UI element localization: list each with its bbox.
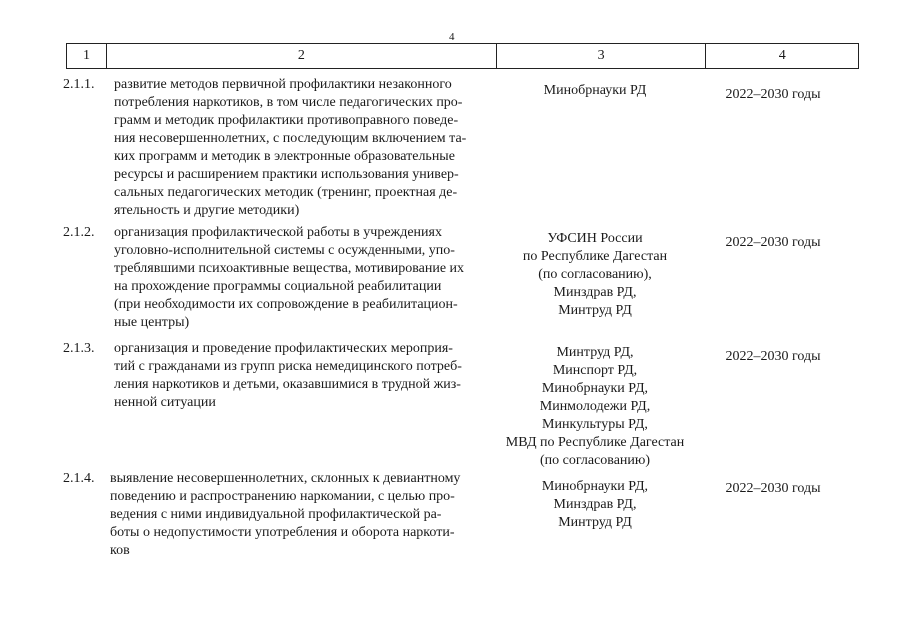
desc-line: поведению и распространению наркомании, с целью про- bbox=[110, 489, 455, 504]
item-executors bbox=[494, 82, 696, 100]
desc-line: ния несовершеннолетних, с последующим включением та- bbox=[114, 131, 467, 146]
executor: Минтруд РД bbox=[558, 303, 632, 318]
desc-line: ков bbox=[110, 543, 130, 558]
desc-line: ления наркотиков и детьми, оказавшимися в трудной жиз- bbox=[114, 377, 461, 392]
desc-line: грамм и методик профилактики противоправного поведе- bbox=[114, 113, 459, 128]
item-number: 2.1.2. bbox=[63, 225, 95, 240]
executor: Минтруд РД, bbox=[556, 345, 634, 360]
executor: Минобрнауки РД, bbox=[541, 381, 649, 396]
desc-line: потребления наркотиков, в том числе педагогических про- bbox=[114, 95, 463, 110]
item-executors bbox=[494, 344, 696, 470]
desc-line: организация профилактической работы в учреждениях bbox=[114, 225, 442, 240]
executor: по Республике Дагестан bbox=[522, 249, 668, 264]
item-term: 2022–2030 годы bbox=[725, 349, 821, 364]
item-description bbox=[114, 340, 488, 412]
executor: Минобрнауки РД bbox=[543, 83, 647, 98]
desc-line: треблявшими психоактивные вещества, мотивирование их bbox=[114, 261, 465, 276]
executor: МВД по Республике Дагестан bbox=[505, 435, 685, 450]
desc-line: организация и проведение профилактических мероприя- bbox=[114, 341, 453, 356]
desc-line: ненной ситуации bbox=[114, 395, 216, 410]
executor: Минздрав РД, bbox=[553, 285, 637, 300]
item-executors bbox=[494, 230, 696, 320]
executor: Минздрав РД, bbox=[553, 497, 637, 512]
item-number: 2.1.1. bbox=[63, 77, 95, 92]
header-col-1: 1 bbox=[67, 44, 107, 68]
executor: Минспорт РД, bbox=[552, 363, 638, 378]
desc-line: ресурсы и расширением практики использования универ- bbox=[114, 167, 459, 182]
item-number: 2.1.3. bbox=[63, 341, 95, 356]
desc-line: выявление несовершеннолетних, склонных к девиантному bbox=[110, 471, 461, 486]
desc-line: ятельность и другие методики) bbox=[114, 203, 300, 218]
executor: Минобрнауки РД, bbox=[541, 479, 649, 494]
desc-line: на прохождение программы социальной реабилитации bbox=[114, 279, 442, 294]
page-number: 4 bbox=[449, 31, 455, 43]
header-col-4: 4 bbox=[778, 48, 786, 63]
item-description bbox=[110, 470, 490, 560]
desc-line: ные центры) bbox=[114, 315, 190, 330]
executor: Минмолодежи РД, bbox=[539, 399, 651, 414]
desc-line: (при необходимости их сопровождение в реабилитацион- bbox=[114, 297, 458, 312]
executor: УФСИН России bbox=[547, 231, 643, 246]
desc-line: ведения с ними индивидуальной профилактической ра- bbox=[110, 507, 442, 522]
table-header bbox=[66, 43, 859, 69]
executor: (по согласованию), bbox=[538, 267, 652, 282]
header-col-3: 3 bbox=[497, 44, 706, 68]
item-term: 2022–2030 годы bbox=[725, 235, 821, 250]
desc-line: развитие методов первичной профилактики незаконного bbox=[114, 77, 452, 92]
executor: Минкультуры РД, bbox=[542, 417, 648, 432]
item-term: 2022–2030 годы bbox=[725, 481, 821, 496]
executor: (по согласованию) bbox=[539, 453, 651, 468]
desc-line: уголовно-исполнительной системы с осужденными, упо- bbox=[114, 243, 455, 258]
item-executors bbox=[494, 478, 696, 532]
desc-line: боты о недопустимости употребления и оборота наркоти- bbox=[110, 525, 455, 540]
item-description bbox=[114, 224, 488, 332]
item-term: 2022–2030 годы bbox=[725, 87, 821, 102]
desc-line: сальных педагогических методик (тренинг, проектная де- bbox=[114, 185, 458, 200]
item-description bbox=[114, 76, 488, 220]
desc-line: тий с гражданами из групп риска немедицинского потреб- bbox=[114, 359, 462, 374]
desc-line: ких программ и методик в электронные образовательные bbox=[114, 149, 455, 164]
item-number: 2.1.4. bbox=[63, 471, 95, 486]
executor: Минтруд РД bbox=[558, 515, 632, 530]
header-col-2: 2 bbox=[107, 44, 497, 68]
